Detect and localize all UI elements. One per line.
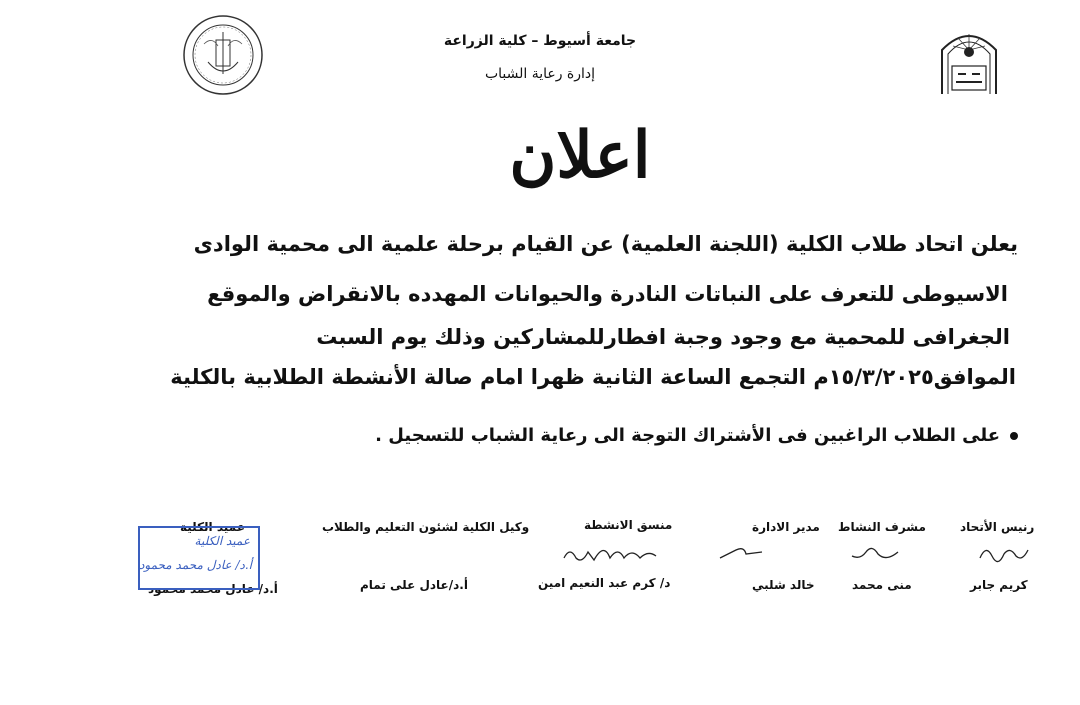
registration-note-text: على الطلاب الراغبين فى الأشتراك التوجة الى رعاية الشباب للتسجيل . [375,425,1000,446]
signature-title-admin-director: مدير الادارة [752,520,820,534]
signature-scribble-activity-supervisor [848,540,904,566]
assiut-university-logo-icon [934,20,1004,96]
stamp-line-1: عميد الكلية [194,534,250,548]
signature-name-activity-supervisor: منى محمد [852,578,912,592]
body-line-1: يعلن اتحاد طلاب الكلية (اللجنة العلمية) عن القيام برحلة علمية الى محمية الوادى [193,232,1018,256]
signature-name-vice-dean: أ.د/عادل على تمام [360,578,468,592]
signature-name-union-president: كريم جابر [970,578,1028,592]
body-line-4: الموافق١٥/٣/٢٠٢٥م التجمع الساعة الثانية ظهرا امام صالة الأنشطة الطلابية بالكلية [170,365,1016,389]
signature-title-vice-dean: وكيل الكلية لشئون التعليم والطلاب [322,520,530,534]
department-name: إدارة رعاية الشباب [484,66,596,82]
announcement-title: اعلان [509,118,651,193]
signature-name-dean: أ.د/ عادل محمد محمود [148,582,278,596]
stamp-line-2: أ.د/ عادل محمد محمود [139,558,252,572]
body-line-2: الاسيوطى للتعرف على النباتات النادرة والحيوانات المهدده بالانقراض والموقع [207,282,1008,306]
signature-scribble-union-president [976,540,1032,566]
signature-title-dean: عميد الكلية [180,520,245,534]
body-line-3: الجغرافى للمحمية مع وجود وجبة افطارللمشاركين وذلك يوم السبت [316,325,1010,349]
signature-title-activity-supervisor: مشرف النشاط [838,520,926,534]
registration-note [375,425,1018,446]
bullet-icon [1010,432,1018,440]
signature-scribble-activities-coordinator [560,538,660,568]
signature-title-activities-coordinator: منسق الانشطة [584,518,673,532]
signature-name-admin-director: خالد شلبي [752,578,815,592]
faculty-seal-icon [182,14,264,96]
signature-scribble-admin-director [716,540,766,566]
university-faculty-name: جامعة أسيوط – كلية الزراعة [443,33,637,49]
dean-stamp [138,526,260,590]
signature-name-activities-coordinator: د/ كرم عبد النعيم امين [538,576,671,590]
signature-title-union-president: رنيس الأتحاد [960,520,1035,534]
